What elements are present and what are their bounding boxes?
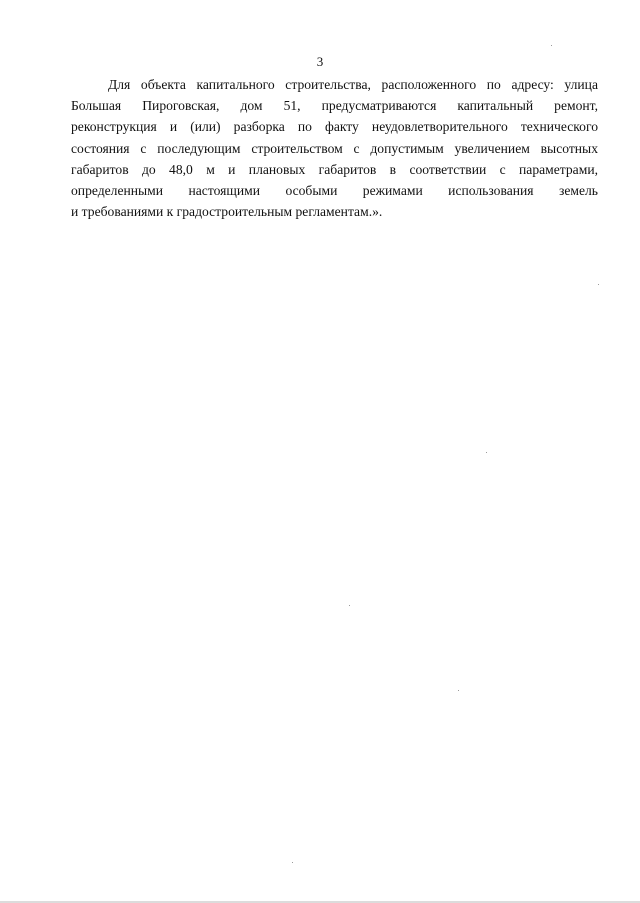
body-paragraph bbox=[71, 74, 598, 222]
paragraph-line: Большая Пироговская, дом 51, предусматриваются капитальный ремонт, bbox=[71, 98, 598, 114]
paragraph-line: и требованиями к градостроительным регламентам.». bbox=[71, 204, 383, 220]
paragraph-line: состояния с последующим строительством с допустимым увеличением высотных bbox=[71, 140, 598, 156]
page-number: 3 bbox=[316, 54, 324, 69]
scan-speck bbox=[458, 690, 459, 691]
scan-speck bbox=[292, 862, 293, 863]
paragraph-line: реконструкция и (или) разборка по факту неудовлетворительного технического bbox=[71, 119, 598, 135]
paragraph-line: определенными настоящими особыми режимами использования земель bbox=[71, 182, 598, 198]
paragraph-line: габаритов до 48,0 м и плановых габаритов в соответствии с параметрами, bbox=[71, 161, 598, 177]
paragraph-line: Для объекта капитального строительства, расположенного по адресу: улица bbox=[108, 77, 598, 92]
scan-speck bbox=[486, 452, 487, 453]
scan-speck bbox=[551, 45, 552, 46]
scan-speck bbox=[598, 284, 599, 285]
scan-speck bbox=[349, 605, 350, 606]
